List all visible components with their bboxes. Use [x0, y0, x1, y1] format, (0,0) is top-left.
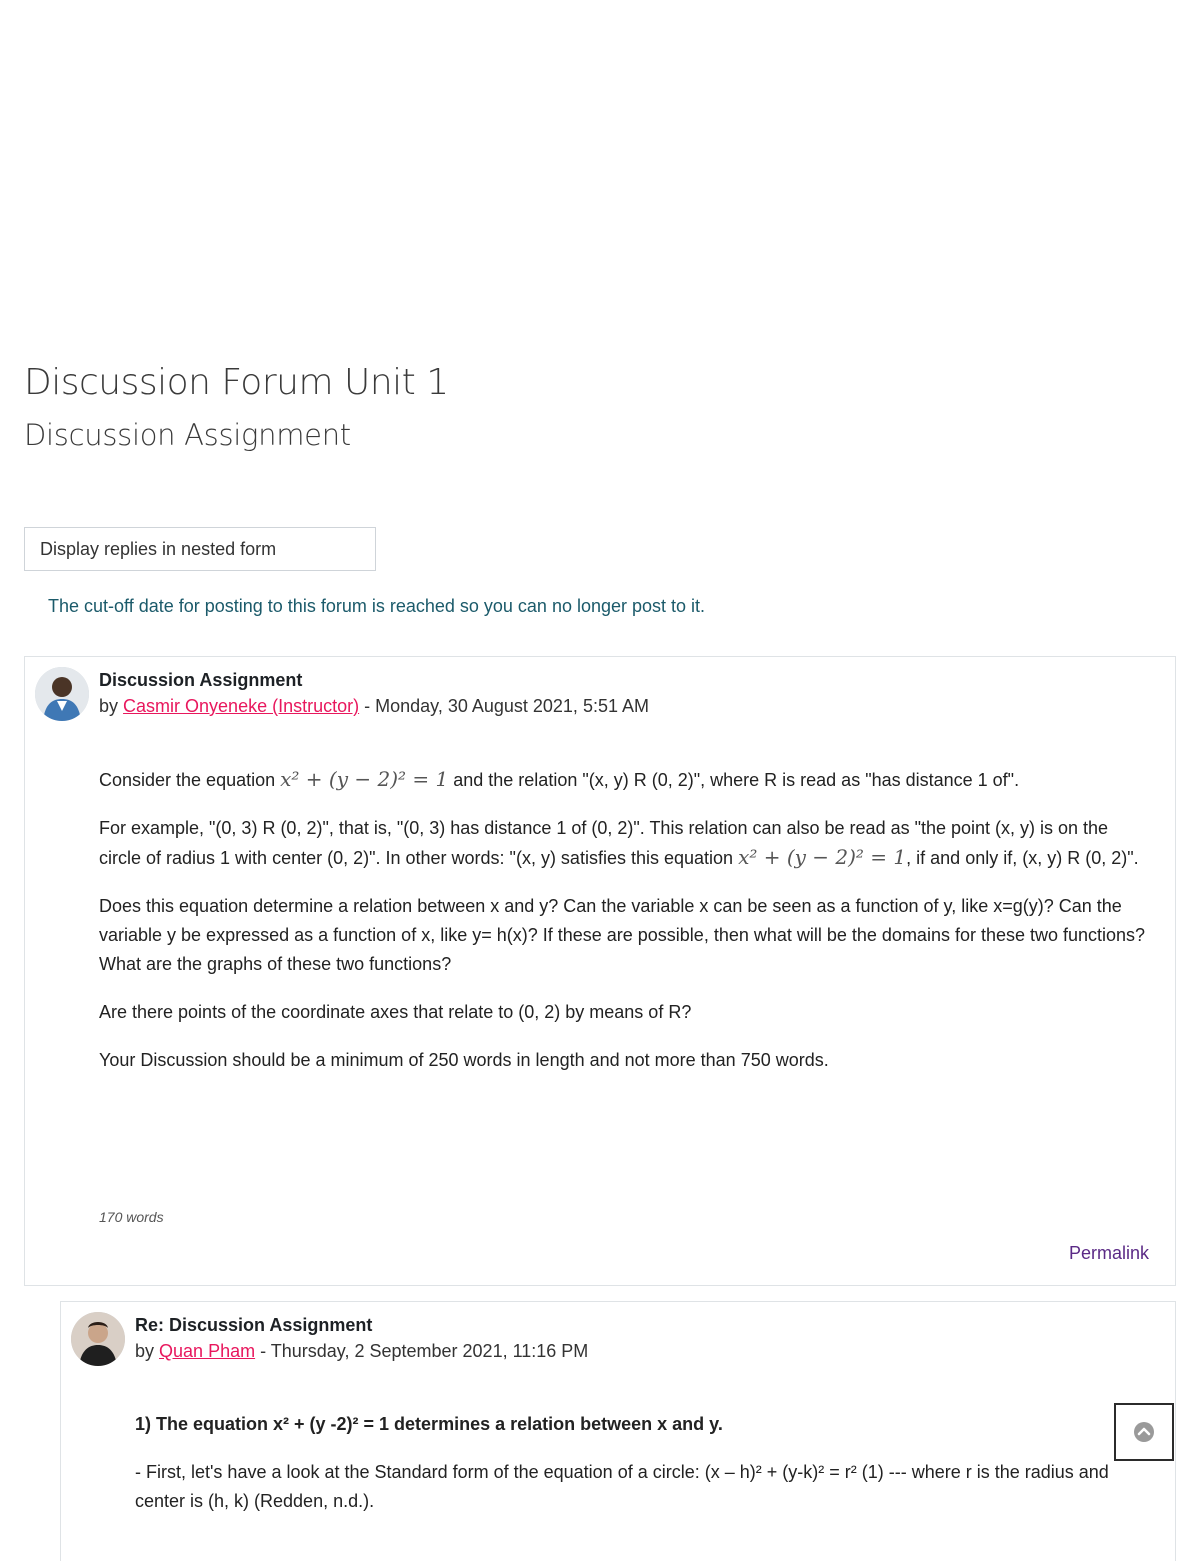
display-mode-value: Display replies in nested form [40, 538, 277, 559]
word-count: 170 words [99, 1209, 164, 1225]
post-subject: Re: Discussion Assignment [135, 1315, 373, 1335]
text-span: For example, "(0, 3) R (0, 2)", that is, "(0, 3) has distance 1 of (0, 2)". This relation can also be read as "the point (x, y) is on the circle of radius 1 with center (0, 2)". In other words: "(x, y) satisfies this equation [99, 818, 1109, 868]
chevron-up-icon [1133, 1421, 1155, 1443]
avatar-image-icon [35, 667, 89, 721]
forum-post [24, 656, 1176, 1286]
post-paragraph: 1) The equation x² + (y -2)² = 1 determines a relation between x and y. [135, 1414, 723, 1434]
by-prefix: by [99, 696, 119, 716]
avatar[interactable] [35, 667, 89, 721]
post-byline [99, 693, 649, 719]
post-content [135, 1410, 1151, 1535]
post-paragraph [99, 765, 1151, 795]
post-content [99, 765, 1151, 1094]
post-paragraph: - First, let's have a look at the Standard form of the equation of a circle: (x – h)² + (y-k)² = r² (1) --- where r is the radius and center is (h, k) (Redden, n.d.). [135, 1462, 1109, 1511]
post-subject: Discussion Assignment [99, 670, 303, 690]
text-span: , if and only if, (x, y) R (0, 2)". [906, 848, 1139, 868]
post-paragraph: Does this equation determine a relation between x and y? Can the variable x can be seen as a function of y, like x=g(y)? Can the variable y be expressed as a function of x, like y= h(x)? If these are possible, then what will be the domains for these two functions? What are the graphs of these two functions? [99, 896, 1146, 974]
permalink-link[interactable]: Permalink [1068, 1243, 1149, 1263]
post-date: - Monday, 30 August 2021, 5:51 AM [364, 696, 649, 716]
author-link[interactable]: Casmir Onyeneke (Instructor) [123, 696, 360, 716]
post-byline [135, 1338, 588, 1364]
page-subtitle: Discussion Assignment [24, 418, 351, 452]
text-span: Consider the equation [99, 770, 276, 790]
avatar-image-icon [71, 1312, 125, 1366]
math-equation: x² + (y − 2)² = 1 [280, 767, 449, 791]
math-equation: x² + (y − 2)² = 1 [738, 845, 907, 869]
post-paragraph: Are there points of the coordinate axes that relate to (0, 2) by means of R? [99, 1002, 692, 1022]
text-span: and the relation "(x, y) R (0, 2)", where R is read as "has distance 1 of". [453, 770, 1020, 790]
scroll-to-top-button[interactable] [1114, 1403, 1174, 1461]
by-prefix: by [135, 1341, 155, 1361]
author-link[interactable]: Quan Pham [159, 1341, 256, 1361]
post-paragraph: Your Discussion should be a minimum of 250 words in length and not more than 750 words. [99, 1050, 829, 1070]
display-mode-select[interactable] [24, 527, 376, 571]
post-date: - Thursday, 2 September 2021, 11:16 PM [260, 1341, 589, 1361]
forum-reply [60, 1301, 1176, 1561]
avatar[interactable] [71, 1312, 125, 1366]
post-paragraph [99, 814, 1151, 873]
page-title: Discussion Forum Unit 1 [24, 362, 449, 403]
cutoff-notice: The cut-off date for posting to this forum is reached so you can no longer post to it. [48, 596, 706, 616]
